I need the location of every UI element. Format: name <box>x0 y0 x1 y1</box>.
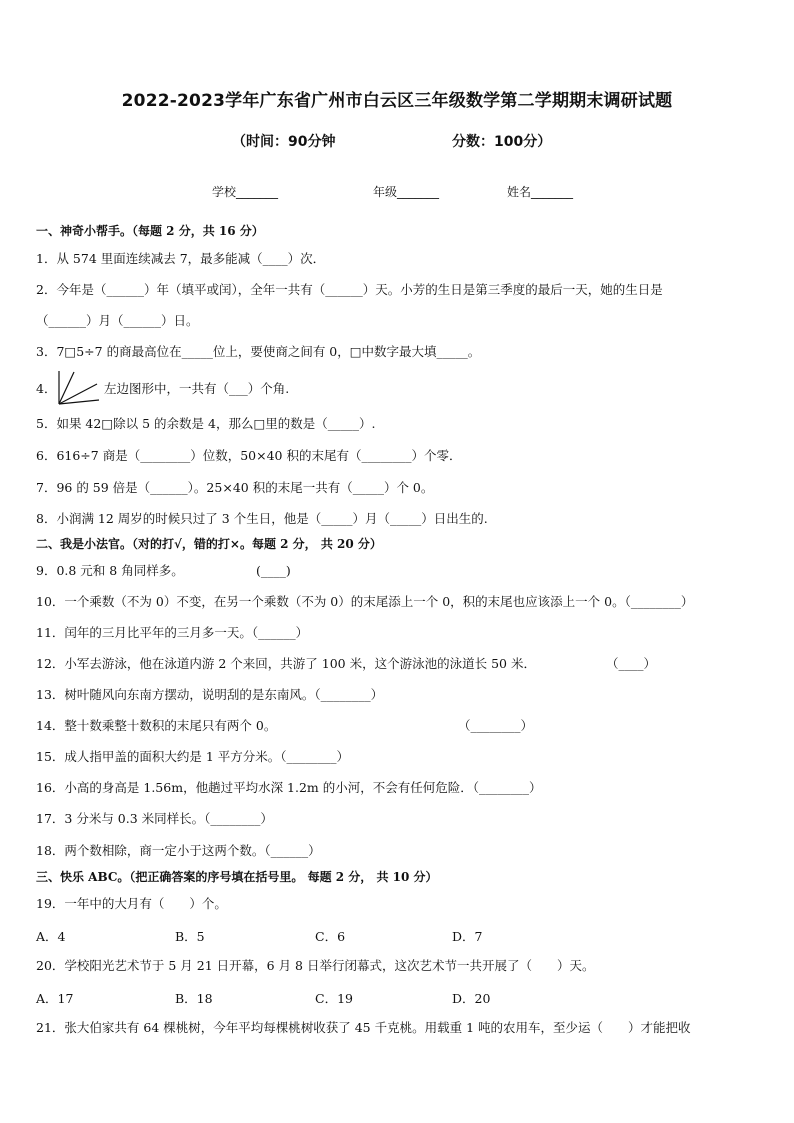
question-12-blank: （____） <box>606 656 657 671</box>
question-19-option-c: C．6 <box>315 929 346 944</box>
figure-ray-2 <box>59 372 74 404</box>
question-9: 9．0.8 元和 8 角同样多。 <box>36 563 184 578</box>
school-field: 学校_______ <box>212 185 279 199</box>
question-4-number: 4． <box>36 381 57 396</box>
question-10: 10．一个乘数（不为 0）不变，在另一个乘数（不为 0）的末尾添上一个 0，积的末尾也应该添上一个 0。（________） <box>36 594 694 609</box>
exam-time: （时间：90分钟 <box>232 134 336 150</box>
name-field: 姓名_______ <box>507 185 574 199</box>
question-3: 3．7□5÷7 的商最高位在_____位上，要使商之间有 0，□中数字最大填_____。 <box>36 344 481 359</box>
question-5: 5．如果 42□除以 5 的余数是 4，那么□里的数是（_____）. <box>36 416 376 431</box>
question-20-option-c: C．19 <box>315 991 353 1006</box>
section-2-heading: 二、我是小法官。（对的打√，错的打×。每题 2 分， 共 20 分） <box>36 537 382 551</box>
question-20-option-b: B．18 <box>175 991 213 1006</box>
question-14-blank: （________） <box>458 718 534 733</box>
question-20-option-a: A．17 <box>36 991 74 1006</box>
question-15: 15．成人指甲盖的面积大约是 1 平方分米。（________） <box>36 749 350 764</box>
question-8: 8．小润满 12 周岁的时候只过了 3 个生日，他是（_____）月（_____）日出生的. <box>36 511 488 526</box>
question-16: 16．小高的身高是 1.56m，他趟过平均水深 1.2m 的小河，不会有任何危险．（________） <box>36 780 542 795</box>
question-4: 左边图形中，一共有（___）个角. <box>104 381 290 396</box>
question-2-line-2: （______）月（______）日。 <box>36 313 199 328</box>
question-14: 14．整十数乘整十数积的末尾只有两个 0。 <box>36 718 277 733</box>
question-9-blank: (____) <box>256 563 291 578</box>
exam-score: 分数：100分） <box>452 134 552 150</box>
question-20-option-d: D．20 <box>452 991 491 1006</box>
angle-figure-icon <box>57 370 101 406</box>
grade-field: 年级_______ <box>373 185 440 199</box>
question-21: 21．张大伯家共有 64 棵桃树，今年平均每棵桃树收获了 45 千克桃。用载重 1 吨的农用车，至少运（ ）才能把收 <box>36 1020 691 1035</box>
question-18: 18．两个数相除，商一定小于这两个数。（______） <box>36 843 321 858</box>
section-1-heading: 一、神奇小帮手。（每题 2 分，共 16 分） <box>36 224 264 238</box>
section-3-heading: 三、快乐 ABC。（把正确答案的序号填在括号里。 每题 2 分， 共 10 分） <box>36 870 438 884</box>
question-19-option-b: B．5 <box>175 929 205 944</box>
question-7: 7．96 的 59 倍是（______）。25×40 积的末尾一共有（_____）个 0。 <box>36 480 434 495</box>
question-6: 6．616÷7 商是（________）位数，50×40 积的末尾有（________）个零． <box>36 448 462 463</box>
question-12: 12．小军去游泳，他在泳道内游 2 个来回，共游了 100 米，这个游泳池的泳道长 50 米． <box>36 656 536 671</box>
question-19: 19．一年中的大月有（ ）个。 <box>36 896 227 911</box>
question-11: 11．闰年的三月比平年的三月多一天。（______） <box>36 625 309 640</box>
page-title: 2022-2023学年广东省广州市白云区三年级数学第二学期期末调研试题 <box>121 91 673 111</box>
question-1: 1．从 574 里面连续减去 7，最多能减（____）次． <box>36 251 326 266</box>
question-20: 20．学校阳光艺术节于 5 月 21 日开幕，6 月 8 日举行闭幕式，这次艺术节一共开展了（ ）天。 <box>36 958 595 973</box>
question-13: 13．树叶随风向东南方摆动，说明刮的是东南风。（________） <box>36 687 384 702</box>
question-2-line-1: 2．今年是（______）年（填平或闰），全年一共有（______）天。小芳的生日是第三季度的最后一天，她的生日是 <box>36 282 663 297</box>
question-19-option-a: A．4 <box>36 929 66 944</box>
question-17: 17．3 分米与 0.3 米同样长。（________） <box>36 811 273 826</box>
question-19-option-d: D．7 <box>452 929 483 944</box>
